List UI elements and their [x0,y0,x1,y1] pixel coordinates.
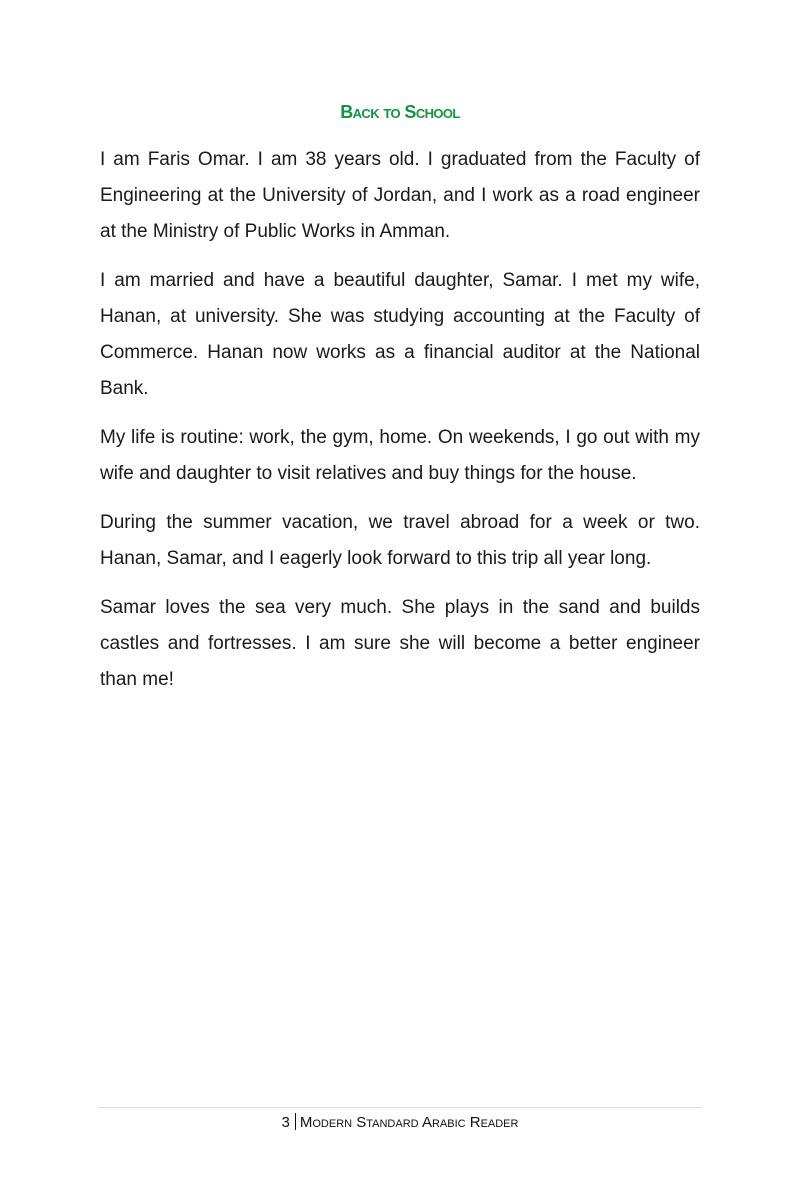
body-text [100,142,700,711]
page-number: 3 [281,1114,290,1131]
book-title: Modern Standard Arabic Reader [299,1114,519,1131]
paragraph: During the summer vacation, we travel abroad for a week or two. Hanan, Samar, and I eagerly look forward to this trip all year long. [100,512,700,569]
footer-separator [295,1113,296,1130]
page-footer [0,1113,800,1131]
paragraph: I am Faris Omar. I am 38 years old. I graduated from the Faculty of Engineering at the University of Jordan, and I work as a road engineer at the Ministry of Public Works in Amman. [100,149,700,242]
paragraph: My life is routine: work, the gym, home. On weekends, I go out with my wife and daughter to visit relatives and buy things for the house. [100,427,700,484]
page-title: Back to School [340,102,460,122]
footer-divider [98,1107,702,1108]
paragraph: I am married and have a beautiful daughter, Samar. I met my wife, Hanan, at university. She was studying accounting at the Faculty of Commerce. Hanan now works as a financial auditor at the National Bank. [100,270,700,399]
paragraph: Samar loves the sea very much. She plays in the sand and builds castles and fortresses. I am sure she will become a better engineer than me! [100,597,700,690]
